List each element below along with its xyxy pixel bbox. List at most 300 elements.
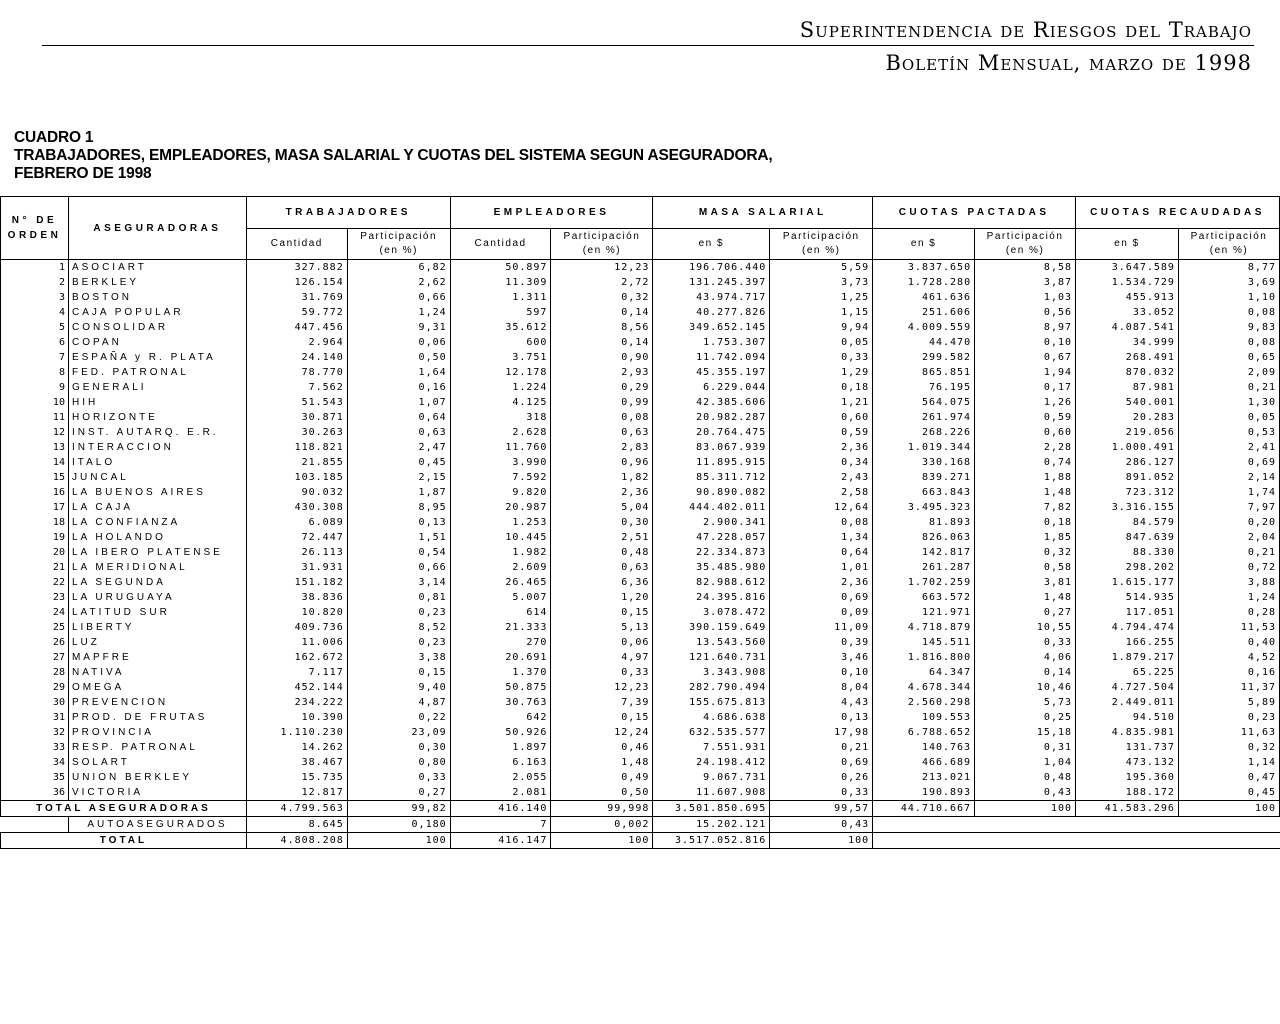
subheader-en-pesos: en $ [653,229,770,260]
pactadas-pct: 5,73 [975,695,1076,710]
empleadores-pct: 0,50 [551,785,653,801]
empleadores-pct: 1,82 [551,470,653,485]
participacion-unit: (en %) [1005,245,1045,256]
row-number: 23 [1,590,69,605]
pactadas-pct: 1,48 [975,590,1076,605]
empleadores-cantidad: 1.897 [450,740,551,755]
table-title [14,129,773,183]
recaudadas-pct: 0,65 [1178,350,1279,365]
empleadores-cantidad: 50.926 [450,725,551,740]
masa-pct: 1,25 [770,290,873,305]
recaudadas-pct: 3,88 [1178,575,1279,590]
insurer-name: GENERALI [68,380,246,395]
recaudadas-pct: 0,28 [1178,605,1279,620]
pactadas-pct: 1,04 [975,755,1076,770]
pactadas-pct: 0,48 [975,770,1076,785]
table-row [1,575,1280,590]
pactadas-pct: 0,18 [975,515,1076,530]
total-masa: 3.501.850.695 [653,801,770,817]
pactadas-pct: 4,06 [975,650,1076,665]
cuotas-pactadas: 1.728.280 [873,275,975,290]
masa-salarial: 40.277.826 [653,305,770,320]
masa-pct: 9,94 [770,320,873,335]
masa-salarial: 9.067.731 [653,770,770,785]
trabajadores-pct: 9,40 [347,680,450,695]
trabajadores-pct: 8,52 [347,620,450,635]
empleadores-pct: 0,29 [551,380,653,395]
header-cuotas-recaudadas: CUOTAS RECAUDADAS [1076,197,1280,229]
trabajadores-cantidad: 26.113 [246,545,347,560]
empleadores-pct: 0,96 [551,455,653,470]
table-row [1,545,1280,560]
row-number: 22 [1,575,69,590]
empleadores-pct: 5,04 [551,500,653,515]
trabajadores-cantidad: 11.006 [246,635,347,650]
participacion-label: Participación [986,231,1064,242]
cuotas-pactadas: 81.893 [873,515,975,530]
cuotas-recaudadas: 188.172 [1076,785,1179,801]
masa-pct: 1,15 [770,305,873,320]
auto-trabajadores: 8.645 [246,817,347,833]
cuotas-pactadas: 142.817 [873,545,975,560]
masa-pct: 0,59 [770,425,873,440]
empleadores-cantidad: 6.163 [450,755,551,770]
empleadores-cantidad: 614 [450,605,551,620]
auto-empleadores: 7 [450,817,551,833]
masa-pct: 2,58 [770,485,873,500]
masa-salarial: 20.764.475 [653,425,770,440]
subheader-participacion [347,229,450,260]
row-number: 27 [1,650,69,665]
table-row [1,320,1280,335]
row-number: 36 [1,785,69,801]
recaudadas-pct: 1,30 [1178,395,1279,410]
table-row [1,350,1280,365]
row-number: 35 [1,770,69,785]
masa-pct: 1,21 [770,395,873,410]
masa-salarial: 196.706.440 [653,260,770,276]
empleadores-pct: 12,23 [551,260,653,276]
insurer-name: PREVENCION [68,695,246,710]
trabajadores-cantidad: 15.735 [246,770,347,785]
empleadores-pct: 0,63 [551,560,653,575]
table-row [1,590,1280,605]
insurer-name: ASOCIART [68,260,246,276]
header-cuotas-pactadas: CUOTAS PACTADAS [873,197,1076,229]
masa-pct: 5,59 [770,260,873,276]
masa-salarial: 90.890.082 [653,485,770,500]
trabajadores-pct: 0,15 [347,665,450,680]
pactadas-pct: 1,85 [975,530,1076,545]
masa-pct: 1,34 [770,530,873,545]
empleadores-pct: 8,56 [551,320,653,335]
cuotas-recaudadas: 455.913 [1076,290,1179,305]
header-aseguradoras: ASEGURADORAS [68,197,246,260]
masa-pct: 0,69 [770,590,873,605]
trabajadores-pct: 0,54 [347,545,450,560]
masa-salarial: 20.982.287 [653,410,770,425]
empleadores-cantidad: 1.253 [450,515,551,530]
empleadores-pct: 5,13 [551,620,653,635]
masa-salarial: 390.159.649 [653,620,770,635]
trabajadores-pct: 1,24 [347,305,450,320]
cuotas-recaudadas: 847.639 [1076,530,1179,545]
table-row [1,440,1280,455]
trabajadores-pct: 8,95 [347,500,450,515]
blank-cell [1,817,69,833]
empleadores-cantidad: 1.370 [450,665,551,680]
cuotas-recaudadas: 33.052 [1076,305,1179,320]
trabajadores-pct: 0,33 [347,770,450,785]
total-empleadores-pct: 99,998 [551,801,653,817]
insurer-name: UNION BERKLEY [68,770,246,785]
cuotas-pactadas: 6.788.652 [873,725,975,740]
blank-cell [873,817,1280,833]
trabajadores-pct: 6,82 [347,260,450,276]
insurer-name: ESPAÑA y R. PLATA [68,350,246,365]
table-row [1,425,1280,440]
empleadores-pct: 0,15 [551,605,653,620]
masa-pct: 0,33 [770,785,873,801]
empleadores-cantidad: 7.592 [450,470,551,485]
cuotas-recaudadas: 4.794.474 [1076,620,1179,635]
trabajadores-pct: 0,63 [347,425,450,440]
trabajadores-pct: 3,14 [347,575,450,590]
total-pactadas: 44.710.667 [873,801,975,817]
trabajadores-cantidad: 1.110.230 [246,725,347,740]
cuotas-recaudadas: 1.615.177 [1076,575,1179,590]
insurer-name: HIH [68,395,246,410]
table-row [1,305,1280,320]
masa-salarial: 11.742.094 [653,350,770,365]
table-row [1,410,1280,425]
title-line-2: TRABAJADORES, EMPLEADORES, MASA SALARIAL Y CUOTAS DEL SISTEMA SEGUN ASEGURADORA, [14,147,773,164]
trabajadores-cantidad: 24.140 [246,350,347,365]
empleadores-pct: 0,90 [551,350,653,365]
recaudadas-pct: 11,53 [1178,620,1279,635]
cuotas-recaudadas: 3.647.589 [1076,260,1179,276]
empleadores-pct: 6,36 [551,575,653,590]
cuotas-recaudadas: 1.879.217 [1076,650,1179,665]
cuotas-recaudadas: 34.999 [1076,335,1179,350]
insurer-name: LA URUGUAYA [68,590,246,605]
pactadas-pct: 0,14 [975,665,1076,680]
pactadas-pct: 1,26 [975,395,1076,410]
row-number: 31 [1,710,69,725]
row-number: 15 [1,470,69,485]
cuotas-recaudadas: 2.449.011 [1076,695,1179,710]
recaudadas-pct: 2,41 [1178,440,1279,455]
masa-pct: 3,73 [770,275,873,290]
row-number: 7 [1,350,69,365]
subheader-participacion [975,229,1076,260]
auto-empleadores-pct: 0,002 [551,817,653,833]
masa-pct: 1,29 [770,365,873,380]
subheader-cantidad: Cantidad [450,229,551,260]
table-row [1,605,1280,620]
masa-pct: 0,13 [770,710,873,725]
table-row [1,560,1280,575]
masa-salarial: 121.640.731 [653,650,770,665]
participacion-label: Participación [360,231,438,242]
cuotas-recaudadas: 94.510 [1076,710,1179,725]
total-aseguradoras-row [1,801,1280,817]
masa-salarial: 6.229.044 [653,380,770,395]
cuotas-pactadas: 466.689 [873,755,975,770]
empleadores-cantidad: 1.311 [450,290,551,305]
pactadas-pct: 1,94 [975,365,1076,380]
cuotas-pactadas: 663.572 [873,590,975,605]
cuotas-recaudadas: 723.312 [1076,485,1179,500]
header-orden-line2: ORDEN [7,230,62,241]
cuotas-recaudadas: 65.225 [1076,665,1179,680]
masa-salarial: 131.245.397 [653,275,770,290]
cuotas-pactadas: 299.582 [873,350,975,365]
trabajadores-cantidad: 31.769 [246,290,347,305]
row-number: 1 [1,260,69,276]
cuotas-recaudadas: 1.534.729 [1076,275,1179,290]
cuotas-pactadas: 213.021 [873,770,975,785]
row-number: 13 [1,440,69,455]
empleadores-cantidad: 50.897 [450,260,551,276]
pactadas-pct: 0,43 [975,785,1076,801]
pactadas-pct: 15,18 [975,725,1076,740]
trabajadores-cantidad: 21.855 [246,455,347,470]
trabajadores-cantidad: 31.931 [246,560,347,575]
empleadores-cantidad: 4.125 [450,395,551,410]
participacion-label: Participación [782,231,860,242]
row-number: 25 [1,620,69,635]
table-row [1,785,1280,801]
trabajadores-cantidad: 51.543 [246,395,347,410]
cuotas-recaudadas: 870.032 [1076,365,1179,380]
trabajadores-pct: 0,66 [347,290,450,305]
insurer-name: INTERACCION [68,440,246,455]
recaudadas-pct: 0,08 [1178,305,1279,320]
recaudadas-pct: 4,52 [1178,650,1279,665]
recaudadas-pct: 3,69 [1178,275,1279,290]
trabajadores-cantidad: 7.562 [246,380,347,395]
table-row [1,335,1280,350]
insurer-name: CAJA POPULAR [68,305,246,320]
trabajadores-pct: 0,30 [347,740,450,755]
pactadas-pct: 3,87 [975,275,1076,290]
cuotas-pactadas: 251.606 [873,305,975,320]
table-row [1,530,1280,545]
empleadores-cantidad: 5.007 [450,590,551,605]
row-number: 6 [1,335,69,350]
pactadas-pct: 0,59 [975,410,1076,425]
auto-trabajadores-pct: 0,180 [347,817,450,833]
recaudadas-pct: 0,72 [1178,560,1279,575]
recaudadas-pct: 0,21 [1178,545,1279,560]
trabajadores-cantidad: 7.117 [246,665,347,680]
cuotas-pactadas: 839.271 [873,470,975,485]
trabajadores-cantidad: 10.390 [246,710,347,725]
blank-cell [873,833,1280,849]
trabajadores-pct: 4,87 [347,695,450,710]
total-row [1,833,1280,849]
subheader-participacion [551,229,653,260]
masa-pct: 0,33 [770,350,873,365]
recaudadas-pct: 1,74 [1178,485,1279,500]
trabajadores-cantidad: 38.467 [246,755,347,770]
recaudadas-pct: 0,45 [1178,785,1279,801]
insurer-name: LA MERIDIONAL [68,560,246,575]
empleadores-cantidad: 1.224 [450,380,551,395]
trabajadores-pct: 0,16 [347,380,450,395]
masa-pct: 0,05 [770,335,873,350]
masa-salarial: 11.895.915 [653,455,770,470]
trabajadores-cantidad: 90.032 [246,485,347,500]
masa-salarial: 24.395.816 [653,590,770,605]
empleadores-pct: 2,36 [551,485,653,500]
insurer-name: COPAN [68,335,246,350]
empleadores-cantidad: 2.609 [450,560,551,575]
recaudadas-pct: 0,20 [1178,515,1279,530]
header-orden-line1: N° DE [11,215,58,226]
insurer-name: SOLART [68,755,246,770]
row-number: 3 [1,290,69,305]
empleadores-pct: 2,93 [551,365,653,380]
cuotas-pactadas: 261.974 [873,410,975,425]
pactadas-pct: 0,10 [975,335,1076,350]
empleadores-cantidad: 2.055 [450,770,551,785]
table-row [1,470,1280,485]
insurer-name: LA IBERO PLATENSE [68,545,246,560]
empleadores-cantidad: 1.982 [450,545,551,560]
total-recaudadas-pct: 100 [1178,801,1279,817]
empleadores-cantidad: 2.081 [450,785,551,801]
cuotas-pactadas: 76.195 [873,380,975,395]
masa-pct: 0,26 [770,770,873,785]
trabajadores-cantidad: 12.817 [246,785,347,801]
recaudadas-pct: 2,04 [1178,530,1279,545]
recaudadas-pct: 8,77 [1178,260,1279,276]
header-trabajadores: TRABAJADORES [246,197,450,229]
table-row [1,680,1280,695]
masa-salarial: 24.198.412 [653,755,770,770]
row-number: 11 [1,410,69,425]
title-line-1: CUADRO 1 [14,129,94,146]
cuotas-pactadas: 121.971 [873,605,975,620]
empleadores-pct: 12,24 [551,725,653,740]
insurer-name: VICTORIA [68,785,246,801]
cuotas-recaudadas: 4.087.541 [1076,320,1179,335]
empleadores-cantidad: 10.445 [450,530,551,545]
insurer-name: LIBERTY [68,620,246,635]
cuotas-pactadas: 261.287 [873,560,975,575]
pactadas-pct: 0,58 [975,560,1076,575]
empleadores-cantidad: 600 [450,335,551,350]
recaudadas-pct: 0,40 [1178,635,1279,650]
masa-pct: 2,36 [770,440,873,455]
grand-empleadores: 416.147 [450,833,551,849]
row-number: 16 [1,485,69,500]
masa-pct: 11,09 [770,620,873,635]
cuotas-recaudadas: 88.330 [1076,545,1179,560]
recaudadas-pct: 2,14 [1178,470,1279,485]
cuotas-pactadas: 1.019.344 [873,440,975,455]
trabajadores-cantidad: 78.770 [246,365,347,380]
trabajadores-pct: 0,27 [347,785,450,801]
masa-pct: 0,64 [770,545,873,560]
masa-pct: 0,60 [770,410,873,425]
participacion-label: Participación [1190,231,1268,242]
cuotas-pactadas: 663.843 [873,485,975,500]
organization-name: Superintendencia de Riesgos del Trabajo [799,18,1252,42]
cuotas-pactadas: 1.816.800 [873,650,975,665]
pactadas-pct: 7,82 [975,500,1076,515]
pactadas-pct: 8,97 [975,320,1076,335]
insurer-name: LA SEGUNDA [68,575,246,590]
trabajadores-pct: 0,64 [347,410,450,425]
recaudadas-pct: 1,14 [1178,755,1279,770]
row-number: 32 [1,725,69,740]
recaudadas-pct: 9,83 [1178,320,1279,335]
pactadas-pct: 0,33 [975,635,1076,650]
trabajadores-cantidad: 126.154 [246,275,347,290]
trabajadores-cantidad: 162.672 [246,650,347,665]
masa-salarial: 22.334.873 [653,545,770,560]
trabajadores-pct: 0,45 [347,455,450,470]
trabajadores-pct: 0,81 [347,590,450,605]
table-row [1,500,1280,515]
trabajadores-pct: 2,47 [347,440,450,455]
trabajadores-pct: 23,09 [347,725,450,740]
empleadores-pct: 7,39 [551,695,653,710]
table-row [1,635,1280,650]
trabajadores-pct: 0,06 [347,335,450,350]
trabajadores-pct: 1,07 [347,395,450,410]
total-empleadores: 416.140 [450,801,551,817]
cuotas-recaudadas: 3.316.155 [1076,500,1179,515]
participacion-unit: (en %) [802,245,841,256]
table-row [1,665,1280,680]
insurer-name: CONSOLIDAR [68,320,246,335]
trabajadores-cantidad: 103.185 [246,470,347,485]
header-empleadores: EMPLEADORES [450,197,653,229]
row-number: 30 [1,695,69,710]
masa-pct: 0,18 [770,380,873,395]
insurer-name: JUNCAL [68,470,246,485]
row-number: 29 [1,680,69,695]
trabajadores-pct: 0,23 [347,635,450,650]
row-number: 5 [1,320,69,335]
empleadores-pct: 2,83 [551,440,653,455]
empleadores-cantidad: 30.763 [450,695,551,710]
subheader-cantidad: Cantidad [246,229,347,260]
cuotas-recaudadas: 891.052 [1076,470,1179,485]
empleadores-pct: 0,99 [551,395,653,410]
row-number: 17 [1,500,69,515]
row-number: 10 [1,395,69,410]
trabajadores-cantidad: 447.456 [246,320,347,335]
cuotas-recaudadas: 540.001 [1076,395,1179,410]
recaudadas-pct: 11,63 [1178,725,1279,740]
row-number: 9 [1,380,69,395]
empleadores-pct: 1,20 [551,590,653,605]
pactadas-pct: 0,27 [975,605,1076,620]
empleadores-cantidad: 35.612 [450,320,551,335]
trabajadores-cantidad: 30.871 [246,410,347,425]
subheader-participacion [770,229,873,260]
empleadores-cantidad: 11.309 [450,275,551,290]
pactadas-pct: 0,17 [975,380,1076,395]
trabajadores-cantidad: 409.736 [246,620,347,635]
pactadas-pct: 0,60 [975,425,1076,440]
empleadores-pct: 0,14 [551,305,653,320]
